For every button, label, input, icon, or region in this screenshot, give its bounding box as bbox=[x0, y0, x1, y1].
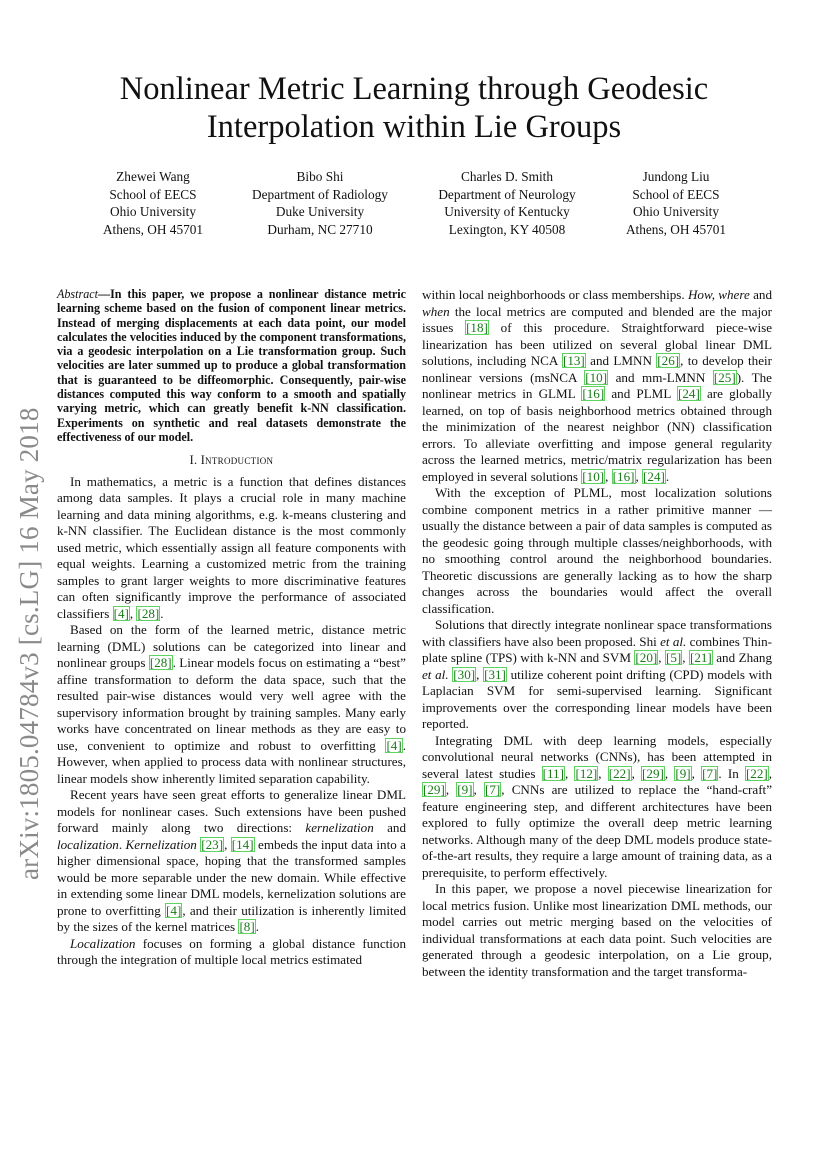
author-loc: Athens, OH 45701 bbox=[102, 221, 204, 237]
author-1 bbox=[103, 168, 203, 238]
citation-link[interactable]: [10] bbox=[582, 468, 605, 484]
citation-link[interactable]: [26] bbox=[657, 353, 680, 368]
citation-link[interactable]: [30] bbox=[453, 666, 476, 682]
author-loc: Durham, NC 27710 bbox=[267, 221, 373, 237]
author-3 bbox=[438, 168, 575, 238]
citation-link[interactable]: [18] bbox=[466, 320, 488, 335]
intro-paragraph-4: Localization focuses on forming a global distance function through the integration of multiple local metrics estimated bbox=[57, 935, 407, 968]
citation-link[interactable]: [23] bbox=[201, 836, 224, 852]
citation-link[interactable]: [4] bbox=[166, 902, 182, 918]
author-name: Bibo Shi bbox=[296, 169, 344, 184]
intro-paragraph-6: Solutions that directly integrate nonlinear space transformations with classifiers have also been proposed. Shi et al. combines Thin-plate spline (TPS) with k-NN and SVM [20], [5], [21] and Zhang et al. [30], [31] utilize coherent point drifting (CPD) models with Laplacian SVM for semi-supervised learning. Significant improvements over the corresponding linear models have been reported. bbox=[422, 617, 773, 731]
arxiv-identifier-stamp: arXiv:1805.04784v3 [cs.LG] 16 May 2018 bbox=[14, 407, 44, 880]
author-name: Zhewei Wang bbox=[116, 169, 190, 184]
author-dept: School of EECS bbox=[632, 186, 720, 202]
abstract-body: —In this paper, we propose a nonlinear distance metric learning scheme based on the fusion of component linear metrics. Instead of merging displacements at each data point, our model calculates the velocities induced by the component transformations, via a geodesic interpolation on a Lie transformation group. Such velocities are later summed up to produce a global transformation that is guaranteed to be diffeomorphic. Consequently, pair-wise distances computed this way conform to a smooth and spatially varying metric, which can greatly benefit k-NN classification. Experiments on synthetic and real datasets demonstrate the effectiveness of our model. bbox=[57, 287, 406, 444]
author-name: Charles D. Smith bbox=[461, 169, 553, 184]
author-name: Jundong Liu bbox=[642, 169, 710, 184]
author-inst: University of Kentucky bbox=[444, 204, 570, 219]
intro-paragraph-2: Based on the form of the learned metric, distance metric learning (DML) solutions can be categorized into linear and nonlinear groups [28]. Linear models focus on estimating a “best” affine transformation to deform the data space, such that the resulted pair-wise distances would very well agree with the supervisory information brought by training samples. Many early works have concentrated on linear methods as they are easy to use, convenient to optimize and robust to overfitting [4]. However, when applied to process data with nonlinear structures, linear models show inherently limited separation capability. bbox=[57, 622, 406, 786]
author-inst: Duke University bbox=[275, 204, 365, 219]
author-block bbox=[0, 168, 828, 240]
intro-paragraph-8: In this paper, we propose a novel piecewise linearization for local metrics fusion. Unlike most linearization DML methods, our model carries out metric merging based on the velocities of individual transformations at each data point. Such velocities are generated through a geodesic interpolation, on a Lie group, between the identity transformation and the target transforma- bbox=[422, 881, 772, 979]
citation-link[interactable]: [13] bbox=[562, 353, 585, 368]
author-dept: Department of Radiology bbox=[252, 186, 388, 202]
citation-link[interactable]: [4] bbox=[113, 605, 129, 621]
right-column bbox=[422, 287, 772, 980]
intro-paragraph-3: Recent years have seen great efforts to generalize linear DML models for nonlinear cases. Such extensions have been pushed forward mainly along two directions: kernelization and localization. Kernelization [23], [14] embeds the input data into a higher dimensional space, hoping that the transformed samples would be more separable under the new domain. While effective in extending some linear DML models, kernelization solutions are prone to overfitting [4], and their utilization is inherently limited by the sizes of the kernel matrices [8]. bbox=[57, 787, 407, 935]
citation-link[interactable]: [16] bbox=[612, 468, 635, 484]
citation-link[interactable]: [8] bbox=[239, 919, 255, 935]
intro-paragraph-5: With the exception of PLML, most localization solutions combine component metrics in a rather primitive manner — usually the distance between a pair of data samples is computed as the geodesic going through multiple classes/neighborhoods, with no smoothing control around the neighborhood boundaries. Theoretic discussions are generally lacking as to how the sharp changes across the boundaries would affect the overall classification. bbox=[422, 485, 772, 616]
citation-link[interactable]: [28] bbox=[137, 605, 160, 621]
citation-link[interactable]: [9] bbox=[675, 765, 691, 781]
citation-link[interactable]: [28] bbox=[149, 655, 172, 671]
intro-paragraph-1: In mathematics, a metric is a function that defines distances among data samples. It plays a crucial role in many machine learning and data mining algorithms, e.g. k-means clustering and k-NN classifier. The Euclidean distance is the most commonly used metric, which essentially assign all feature components with equal weights. Learning a customized metric from the training samples to grant larger weights to more discriminative features can often significantly improve the performance of associated classifiers [4], [28]. bbox=[57, 473, 406, 621]
citation-link[interactable]: [4] bbox=[386, 737, 402, 753]
section-heading-introduction: I. Introduction bbox=[189, 453, 274, 468]
abstract-heading: Abstract bbox=[57, 287, 98, 301]
author-loc: Athens, OH 45701 bbox=[625, 221, 727, 237]
left-column bbox=[57, 287, 406, 969]
citation-link[interactable]: [24] bbox=[678, 386, 700, 401]
author-4 bbox=[626, 168, 726, 238]
author-2 bbox=[252, 168, 388, 238]
author-loc: Lexington, KY 40508 bbox=[448, 221, 566, 237]
citation-link[interactable]: [10] bbox=[585, 369, 608, 385]
citation-link[interactable]: [24] bbox=[643, 468, 665, 484]
citation-link[interactable]: [22] bbox=[608, 765, 631, 781]
citation-link[interactable]: [9] bbox=[457, 782, 473, 797]
title-line-1: Nonlinear Metric Learning through Geodesic bbox=[119, 71, 709, 107]
citation-link[interactable]: [14] bbox=[231, 836, 254, 852]
citation-link[interactable]: [12] bbox=[575, 765, 598, 781]
citation-link[interactable]: [29] bbox=[642, 765, 664, 781]
citation-link[interactable]: [21] bbox=[689, 650, 712, 665]
paper-title bbox=[0, 70, 828, 146]
citation-link[interactable]: [31] bbox=[484, 666, 506, 682]
citation-link[interactable]: [7] bbox=[484, 782, 501, 797]
citation-link[interactable]: [20] bbox=[635, 650, 658, 665]
author-inst: Ohio University bbox=[632, 204, 720, 219]
author-inst: Ohio University bbox=[109, 204, 197, 219]
citation-link[interactable]: [11] bbox=[542, 765, 564, 781]
title-line-2: Interpolation within Lie Groups bbox=[206, 109, 622, 145]
author-dept: School of EECS bbox=[109, 186, 197, 202]
intro-paragraph-7: Integrating DML with deep learning models, especially convolutional neural networks (CNNs), has been attempted in several latest studies [11], [12], [22], [29], [9], [7]. In [22], [29], [9], [7], CNNs are utilized to replace the “hand-craft” feature engineering step, and different architectures have been explored to fully optimize the overall deep metric learning networks. Although many of the deep DML models produce state-of-the-art results, they require a large amount of training data, as a prerequisite, to perform effectively. bbox=[422, 732, 773, 880]
citation-link[interactable]: [16] bbox=[582, 386, 605, 401]
citation-link[interactable]: [7] bbox=[702, 765, 718, 781]
citation-link[interactable]: [22] bbox=[745, 765, 768, 781]
abstract bbox=[57, 287, 406, 444]
citation-link[interactable]: [29] bbox=[423, 782, 445, 797]
citation-link[interactable]: [25] bbox=[713, 369, 736, 385]
intro-paragraph-4-cont: within local neighborhoods or class memberships. How, where and when the local metrics are computed and blended are the major issues [18] of this procedure. Straightforward piece-wise linearization has been utilized on several global linear DML solutions, including NCA [13] and LMNN [26], to develop their nonlinear versions (msNCA [10] and mm-LMNN [25]). The nonlinear metrics in GLML [16] and PLML [24] are globally learned, on top of basis neighborhood metrics obtained through the minimization of the nearest neighbor (NN) classification errors. To alleviate overfitting and impose general regularity across the learned metrics, metric/matrix regularization has been employed in several solutions [10], [16], [24]. bbox=[422, 287, 773, 484]
citation-link[interactable]: [5] bbox=[665, 650, 682, 665]
author-dept: Department of Neurology bbox=[438, 186, 576, 202]
